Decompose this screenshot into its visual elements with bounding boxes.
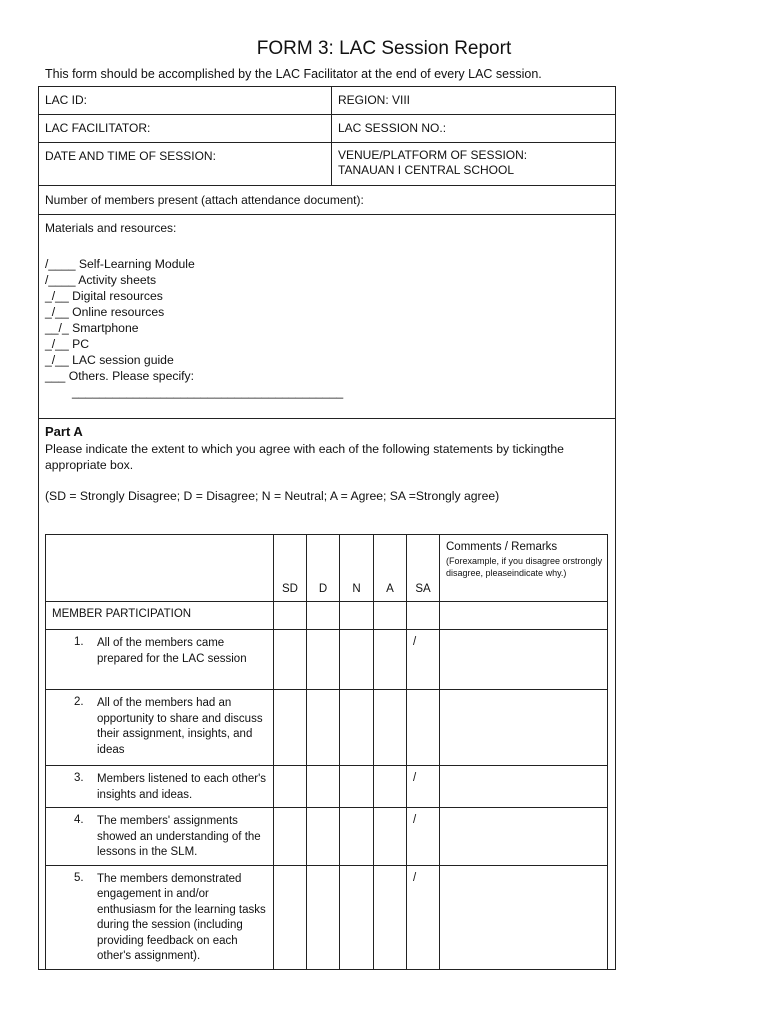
sd-cell[interactable] bbox=[274, 865, 307, 969]
remarks-cell[interactable] bbox=[440, 766, 608, 808]
venue-label: VENUE/PLATFORM OF SESSION: bbox=[338, 148, 528, 162]
row-number: 2. bbox=[74, 696, 84, 708]
material-item: _/__ LAC session guide bbox=[45, 353, 174, 367]
a-cell[interactable] bbox=[374, 630, 407, 690]
divider bbox=[38, 214, 616, 215]
table-row bbox=[46, 808, 608, 866]
sd-cell[interactable] bbox=[274, 630, 307, 690]
materials-list bbox=[45, 256, 343, 400]
venue-value: TANAUAN I CENTRAL SCHOOL bbox=[338, 163, 515, 177]
section-label: MEMBER PARTICIPATION bbox=[46, 602, 274, 630]
sa-cell[interactable]: / bbox=[407, 630, 440, 690]
statement-text: The members demonstrated engagement in and/or enthusiasm for the learning tasks during the session (including providing feedback on each other's assignment). bbox=[97, 872, 266, 962]
remarks-cell[interactable] bbox=[440, 808, 608, 866]
n-cell[interactable] bbox=[340, 808, 374, 866]
part-a-instruction: Please indicate the extent to which you agree with each of the following statements by tickingthe appropriate box. bbox=[45, 442, 564, 472]
sa-cell[interactable] bbox=[407, 690, 440, 766]
divider bbox=[331, 86, 332, 185]
d-cell[interactable] bbox=[307, 766, 340, 808]
remarks-cell[interactable] bbox=[440, 690, 608, 766]
table-header-row bbox=[46, 535, 608, 602]
members-present-field: Number of members present (attach attendance document): bbox=[45, 193, 364, 207]
sa-cell[interactable]: / bbox=[407, 766, 440, 808]
date-time-field: DATE AND TIME OF SESSION: bbox=[45, 149, 216, 163]
header-n: N bbox=[340, 535, 374, 602]
material-item: ___ Others. Please specify: bbox=[45, 369, 195, 383]
header-a: A bbox=[374, 535, 407, 602]
divider bbox=[38, 114, 616, 115]
header-sa: SA bbox=[407, 535, 440, 602]
form-title: FORM 3: LAC Session Report bbox=[256, 38, 512, 59]
comments-subtitle: (Forexample, if you disagree orstrongly disagree, pleaseindicate why.) bbox=[446, 556, 603, 578]
table-row bbox=[46, 865, 608, 969]
material-item: __/_ Smartphone bbox=[45, 321, 139, 335]
sa-cell[interactable]: / bbox=[407, 808, 440, 866]
divider bbox=[38, 142, 616, 143]
material-item: _/__ PC bbox=[45, 337, 90, 351]
table-row bbox=[46, 766, 608, 808]
sd-cell[interactable] bbox=[274, 766, 307, 808]
form-intro: This form should be accomplished by the LAC Facilitator at the end of every LAC session. bbox=[45, 67, 542, 81]
divider bbox=[38, 185, 616, 186]
comments-title: Comments / Remarks bbox=[446, 541, 558, 553]
material-item: _/__ Online resources bbox=[45, 305, 165, 319]
row-number: 5. bbox=[74, 871, 84, 884]
scale-legend: (SD = Strongly Disagree; D = Disagree; N = Neutral; A = Agree; SA =Strongly agree) bbox=[45, 489, 500, 503]
n-cell[interactable] bbox=[340, 865, 374, 969]
d-cell[interactable] bbox=[307, 630, 340, 690]
row-number: 1. bbox=[74, 636, 84, 648]
statement-header bbox=[46, 535, 274, 602]
a-cell[interactable] bbox=[374, 865, 407, 969]
a-cell[interactable] bbox=[374, 766, 407, 808]
table-row bbox=[46, 690, 608, 766]
statement-text: Members listened to each other's insights and ideas. bbox=[97, 773, 267, 801]
material-item: /____ Self-Learning Module bbox=[45, 257, 195, 271]
d-cell[interactable] bbox=[307, 865, 340, 969]
sa-cell[interactable]: / bbox=[407, 865, 440, 969]
lac-id-field: LAC ID: bbox=[45, 93, 88, 107]
rating-table bbox=[45, 534, 608, 970]
remarks-cell[interactable] bbox=[440, 630, 608, 690]
part-a-heading: Part A bbox=[45, 424, 83, 439]
material-item: _/__ Digital resources bbox=[45, 289, 163, 303]
row-number: 4. bbox=[74, 814, 84, 826]
row-number: 3. bbox=[74, 772, 84, 784]
remarks-cell[interactable] bbox=[440, 865, 608, 969]
specify-line: ________________________________________ bbox=[72, 385, 344, 399]
n-cell[interactable] bbox=[340, 766, 374, 808]
a-cell[interactable] bbox=[374, 690, 407, 766]
table-row bbox=[46, 630, 608, 690]
facilitator-field: LAC FACILITATOR: bbox=[45, 121, 151, 135]
header-sd: SD bbox=[274, 535, 307, 602]
statement-text: The members' assignments showed an understanding of the lessons in the SLM. bbox=[97, 815, 261, 858]
statement-text: All of the members came prepared for the LAC session bbox=[97, 637, 247, 665]
header-d: D bbox=[307, 535, 340, 602]
sd-cell[interactable] bbox=[274, 690, 307, 766]
comments-header bbox=[440, 535, 608, 602]
material-item: /____ Activity sheets bbox=[45, 273, 157, 287]
sd-cell[interactable] bbox=[274, 808, 307, 866]
d-cell[interactable] bbox=[307, 808, 340, 866]
d-cell[interactable] bbox=[307, 690, 340, 766]
region-field: REGION: VIII bbox=[338, 93, 411, 107]
session-no-field: LAC SESSION NO.: bbox=[338, 121, 447, 135]
materials-heading: Materials and resources: bbox=[45, 221, 177, 235]
statement-text: All of the members had an opportunity to share and discuss their assignment, insights, and ideas bbox=[97, 697, 263, 756]
a-cell[interactable] bbox=[374, 808, 407, 866]
section-row bbox=[46, 602, 608, 630]
n-cell[interactable] bbox=[340, 630, 374, 690]
n-cell[interactable] bbox=[340, 690, 374, 766]
divider bbox=[38, 418, 616, 419]
